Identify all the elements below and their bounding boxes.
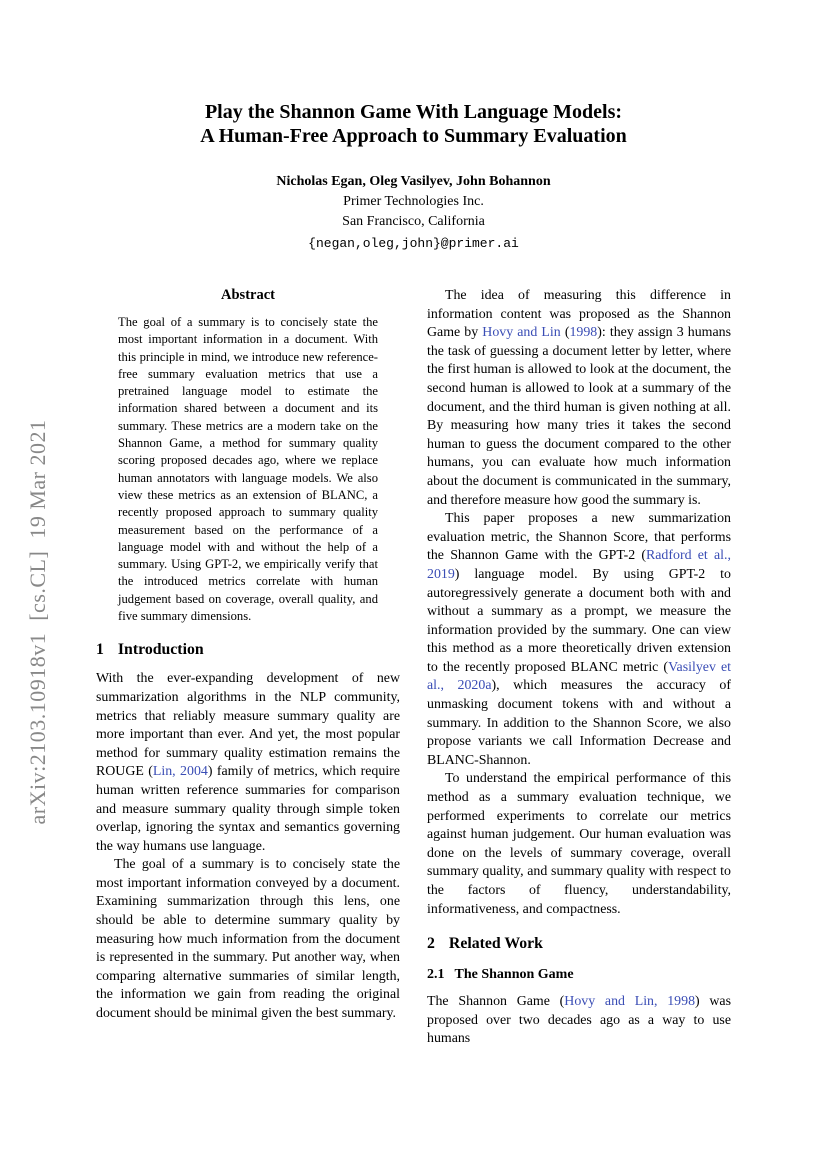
section-number: 2: [427, 935, 435, 953]
subsection-title: The Shannon Game: [454, 967, 574, 983]
paragraph-shannon-score-proposal: [427, 510, 731, 770]
abstract-heading: Abstract: [221, 287, 275, 303]
paragraph-shannon-game-idea: [427, 287, 731, 510]
citation-link[interactable]: 1998: [569, 325, 598, 341]
paper-title-line1: Play the Shannon Game With Language Models:: [204, 101, 623, 123]
two-column-body: [96, 287, 731, 1049]
section-title: Related Work: [448, 935, 543, 953]
citation-link[interactable]: Lin, 2004: [152, 764, 208, 780]
text-run: ): they assign 3 humans the task of guessing a document letter by letter, where the first human is allowed to look at the document, the second human is allowed to look at a summary of the document, and the third human is given nothing at all. By measuring how many tries it takes the second human to guess the document compared to the other humans, you can evaluate how much information about the document is communicated in the summary, and therefore measure how good the summary is.: [427, 325, 731, 508]
text-run: The Shannon Game (: [427, 994, 565, 1010]
abstract-text: The goal of a summary is to concisely state the most important information in a document. With this principle in mind, we introduce new reference-free summary evaluation metrics that use a pretrained language model to estimate the information shared between a document and its summary. These metrics are a modern take on the Shannon Game, a method for summary quality scoring proposed decades ago, where we replace human annotators with language models. We also view these metrics as an extension of BLANC, a recently proposed approach to summary quality measurement based on the performance of a language model with and without the help of a summary. Using GPT-2, we empirically verify that the introduced metrics correlate with human judgement based on coverage, overall quality, and five summary dimensions.: [118, 315, 378, 624]
text-run: The idea of measuring this difference in information content was proposed as the Shannon Game by: [427, 288, 731, 341]
affiliation-line: Primer Technologies Inc.: [343, 194, 484, 209]
text-run: ) was proposed over two decades ago as a way to use humans: [427, 994, 731, 1047]
text-run: ) language model. By using GPT-2 to autoregressively generate a document both with and without a summary as a prompt, we measure the information provided by the summary. One can view this method as a more theoretically driven extension to the recently proposed BLANC metric (: [427, 566, 731, 675]
location-line: San Francisco, California: [342, 214, 485, 229]
section-title: Introduction: [117, 641, 204, 659]
text-run: ) family of metrics, which require human written reference summaries for comparison and measure summary quality through simple token overlap, ignoring the syntax and semantics governing the way humans use language.: [96, 764, 400, 854]
section-heading-introduction: [96, 641, 400, 659]
paper-header: [0, 0, 827, 253]
text-run: (: [560, 325, 570, 341]
section-heading-related-work: [427, 935, 731, 953]
citation-link[interactable]: Hovy and Lin: [482, 325, 561, 341]
paper-title-line2: A Human-Free Approach to Summary Evaluation: [200, 125, 627, 147]
subsection-number: 2.1: [427, 967, 445, 983]
arxiv-stamp: arXiv:2103.10918v1 [cs.CL] 19 Mar 2021: [25, 419, 50, 825]
email-line: {negan,oleg,john}@primer.ai: [308, 236, 519, 251]
section-number: 1: [96, 641, 104, 659]
text-run: This paper proposes a new summarization evaluation metric, the Shannon Score, that performs the Shannon Game with the GPT-2 (: [427, 511, 731, 564]
authors-line: Nicholas Egan, Oleg Vasilyev, John Bohannon: [276, 174, 551, 189]
left-column: [96, 287, 400, 1049]
subsection-heading-shannon-game: [427, 967, 731, 983]
abstract-section: [118, 287, 378, 625]
paper-title: [0, 100, 827, 148]
text-run: With the ever-expanding development of new summarization algorithms in the NLP community, metrics that reliably measure summary quality are more important than ever. And yet, the most popular method for summary quality estimation remains the ROUGE (: [96, 671, 400, 780]
citation-link[interactable]: Vasilyev et al., 2020a: [427, 659, 731, 694]
paragraph-empirical-experiments: To understand the empirical performance of this method as a summary evaluation technique, we performed experiments to correlate our metrics against human judgement. Our human evaluation was done on the levels of summary coverage, overall summary quality, and summary quality with respect to the factors of fluency, understandability, informativeness, and compactness.: [427, 771, 731, 917]
citation-link[interactable]: Hovy and Lin, 1998: [564, 994, 696, 1010]
right-column: [427, 287, 731, 1049]
related-work-paragraph-1: [427, 993, 731, 1049]
intro-paragraph-2: The goal of a summary is to concisely state the most important information conveyed by a document. Examining summarization through this lens, one should be able to determine summary quality by measuring how much information from the document is represented in the summary. Put another way, when comparing alternative summaries of similar length, the information we gain from reading the original document should be minimal given the best summary.: [96, 857, 400, 1022]
text-run: ), which measures the accuracy of unmasking document tokens with and without a summary. In addition to the Shannon Score, we also propose variants we call Information Decrease and BLANC-Shannon.: [427, 678, 731, 768]
intro-paragraph-1: [96, 670, 400, 856]
citation-link[interactable]: Radford et al., 2019: [427, 548, 731, 582]
